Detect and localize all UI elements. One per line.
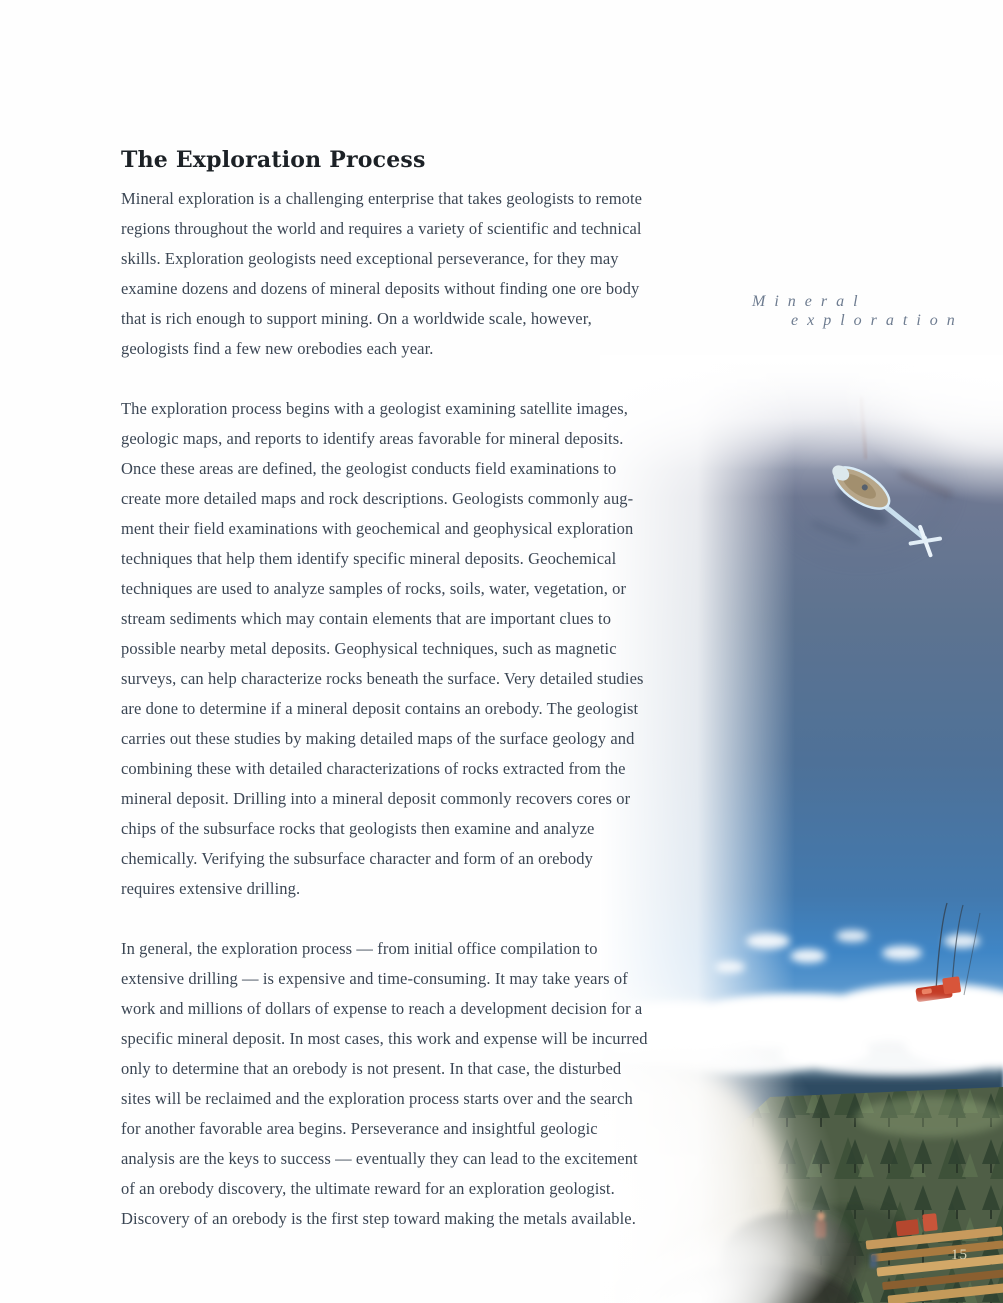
paragraph-3: In general, the exploration process — from initial office compilation to extensive drilling — is expensive and time-consuming. It may take years of work and millions of dollars of expense to reach a development decision for a specific mineral deposit. In most cases, this work and expense will be incurred only to determine that an orebody is not present. In that case, the disturbed sites will be reclaimed and the exploration process starts over and the search for another favorable area begins. Perseverance and insightful geologic analysis are the keys to success — eventually they can lead to the excitement of an orebody discovery, the ultimate reward for an exploration geologist. Discovery of an orebody is the first step toward making the metals available. <box>121 939 648 1228</box>
section-label <box>752 292 964 330</box>
article <box>121 146 761 1264</box>
paragraph-1: Mineral exploration is a challenging enterprise that takes geologists to remote regions throughout the world and requires a variety of scientific and technical skills. Exploration geologists need exceptional perseverance, for they may examine dozens and dozens of mineral deposits without finding one ore body that is rich enough to support mining. On a worldwide scale, however, geologists find a few new orebodies each year. <box>121 189 643 358</box>
paragraph-2: The exploration process begins with a geologist examining satellite images, geologic maps, and reports to identify areas favorable for mineral deposits. Once these areas are defined, the geologist conducts field examinations to create more detailed maps and rock descriptions. Geologists commonly aug- ment their field examinations with geochemical and geophysical exploration techniques that help them identify specific mineral deposits. Geochemical techniques are used to analyze samples of rocks, soils, water, vegetation, or stream sediments which may contain elements that are important clues to possible nearby metal deposits. Geophysical techniques, such as magnetic surveys, can help characterize rocks beneath the surface. Very detailed studies are done to determine if a mineral deposit contains an orebody. The geologist carries out these studies by making detailed maps of the surface geology and combining these with detailed characterizations of rocks extracted from the mineral deposit. Drilling into a mineral deposit commonly recovers cores or chips of the subsurface rocks that geologists then examine and analyze chemically. Verifying the subsurface character and form of an orebody requires extensive drilling. <box>121 399 644 898</box>
page-number: 15 <box>951 1247 968 1263</box>
article-title: The Exploration Process <box>121 147 426 173</box>
section-label-line1: Mineral <box>752 293 867 310</box>
section-label-line2: exploration <box>791 312 964 329</box>
